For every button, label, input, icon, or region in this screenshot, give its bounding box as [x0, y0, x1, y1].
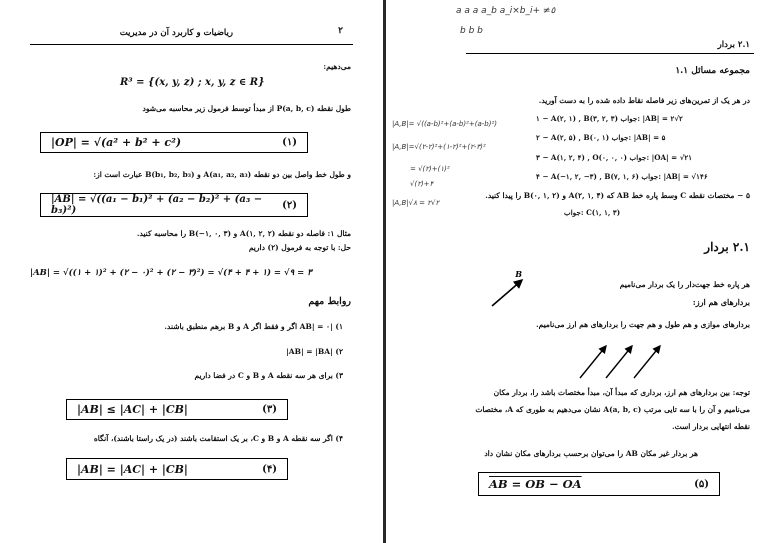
op-sentence: طول نقطه P(a, b, c) از مبدأ توسط فرمول زیر محاسبه می‌شود: [142, 104, 351, 113]
example-1: مثال ۱: فاصله دو نقطه A(۱, ۲, ۲) و B(−۱, ۰, ۳) را محاسبه کنید.: [136, 229, 351, 238]
distance-calculation: |AB| = √((۱ + ۱)² + (۲ − ۰)² + (۲ − ۳)²) = √(۴ + ۴ + ۱) = √۹ = ۳: [30, 268, 312, 278]
formula-4-number: (۴): [262, 463, 277, 475]
note-line-3: نقطه انتهایی بردار است.: [671, 422, 750, 431]
formula-4-box: [66, 458, 288, 480]
right-page: [386, 0, 768, 543]
header-section: ۲.۱ بردار: [717, 40, 750, 50]
header-rule: [466, 53, 754, 54]
relation-3: ۳) برای هر سه نقطه A و B و C در فضا داریم: [194, 371, 343, 380]
header-rule: [30, 44, 353, 45]
formula-1: |OP| = √(a² + b² + c²): [51, 136, 182, 149]
formula-2-box: [40, 193, 308, 217]
ab-sentence: و طول خط واصل بین دو نقطه A(a₁, a₂, a₃) و B(b₁, b₂, b₃) عبارت است از:: [93, 170, 351, 179]
equal-vectors-title: بردارهای هم ارز:: [692, 297, 750, 307]
formula-5-number: (۵): [694, 478, 709, 490]
formula-4: |AB| = |AC| + |CB|: [77, 462, 188, 476]
vector-definition: هر پاره خط جهت‌دار را یک بردار می‌نامیم: [619, 280, 750, 289]
handwritten-top-line: a a a a_b a_i×b_i+ ≠٥: [456, 6, 556, 16]
equivalent-vector-1: [580, 346, 606, 378]
relations-title: روابط مهم: [308, 296, 351, 307]
problem-2: ۲ − A(۲, ۵) , B(۰, ۱) جواب: |AB| = ۵: [536, 133, 666, 142]
formula-2-number: (۲): [282, 199, 297, 211]
note-line-1: توجه: بین بردارهای هم ارز، برداری که مبدأ آن، مبدأ مختصات باشد را، بردار مکان: [493, 388, 750, 397]
vector-ab-sentence: هر بردار غیر مکان AB را می‌توان برحسب بردارهای مکان نشان داد: [484, 449, 698, 458]
relation-4: ۴) اگر سه نقطه A و B و C، بر یک استقامت باشند (در یک راستا باشند)، آنگاه: [93, 434, 343, 443]
formula-1-number: (۱): [282, 137, 297, 148]
handwritten-note-2: |A,B|=√(۲-۲)²+(۱-۲)²+(۲-۳)²: [392, 143, 486, 151]
left-page: [0, 0, 383, 543]
formula-5-box: [478, 472, 720, 496]
header-title: ریاضیات و کاربرد آن در مدیریت: [119, 28, 233, 38]
vector-label: B: [515, 269, 522, 279]
exercises-intro: در هر یک از تمرین‌های زیر فاصله نقاط داده شده را به دست آورید.: [538, 96, 750, 105]
section-title: ۲.۱ بردار: [704, 240, 750, 254]
formula-3: |AB| ≤ |AC| + |CB|: [77, 403, 188, 416]
equivalent-vectors-figure: [576, 336, 676, 382]
equal-vectors-definition: بردارهای موازی و هم طول و هم جهت را بردارهای هم ارز می‌نامیم.: [536, 320, 750, 329]
intro-text: می‌دهیم:: [323, 62, 351, 71]
problem-3: ۳ − A(۱, ۲, ۴) , O(۰, ۰, ۰) جواب: |OA| = √۲۱: [536, 153, 693, 162]
problem-5: ۵ − مختصات نقطه C وسط پاره خط AB که A(۲, ۱, ۴) و B(۰, ۱, ۲) را پیدا کنید.: [485, 191, 750, 200]
handwritten-top-line-2: b b b: [460, 26, 483, 36]
handwritten-note-5: |A,B|√۸ = ۲√۲: [392, 199, 440, 207]
formula-3-number: (۳): [262, 404, 277, 415]
equivalent-vector-3: [634, 346, 660, 378]
handwritten-note-3: = √(۲)+(۱)²: [410, 165, 450, 173]
r3-definition: R³ = {(x, y, z) ; x, y, z ∈ R}: [120, 77, 265, 88]
vector-arrow-figure: [486, 268, 534, 312]
note-line-2: می‌نامیم و آن را با سه تایی مرتب A(a, b, c) نشان می‌دهیم به طوری که A، مختصات: [475, 405, 750, 414]
problem-5-answer: جواب: C(۱, ۱, ۳): [564, 208, 621, 217]
handwritten-note-4: √(۲)+۴: [410, 180, 434, 188]
solution-text: حل: با توجه به فرمول (۲) داریم: [248, 243, 351, 252]
vector-arrow: [492, 280, 522, 306]
problem-1: ۱ − A(۲, ۱) , B(۳, ۲, ۳) جواب: |AB| = ۲√۲: [536, 114, 683, 123]
formula-2: |AB| = √((a₁ − b₁)² + (a₂ − b₂)² + (a₃ − b₃)²): [51, 194, 263, 216]
handwritten-note-1: |A,B|= √((a-b)²+(a-b)²+(a-b)²): [392, 120, 497, 128]
formula-5: AB = OB − OA: [489, 477, 582, 491]
formula-1-box: [40, 132, 308, 153]
relation-2: ۲) |AB| = |BA|: [286, 347, 343, 356]
relation-1: ۱) |AB| = ۰ اگر و فقط اگر A و B برهم منطبق باشند.: [164, 322, 343, 331]
problem-4: ۴ − A(−۱, ۲, −۳) , B(۷, ۱, ۶) جواب: |AB| = √۱۴۶: [536, 172, 708, 181]
page-number: ۲: [338, 26, 343, 36]
formula-3-box: [66, 399, 288, 420]
equivalent-vector-2: [606, 346, 632, 378]
exercises-title: مجموعه مسائل ۱.۱: [675, 66, 750, 76]
